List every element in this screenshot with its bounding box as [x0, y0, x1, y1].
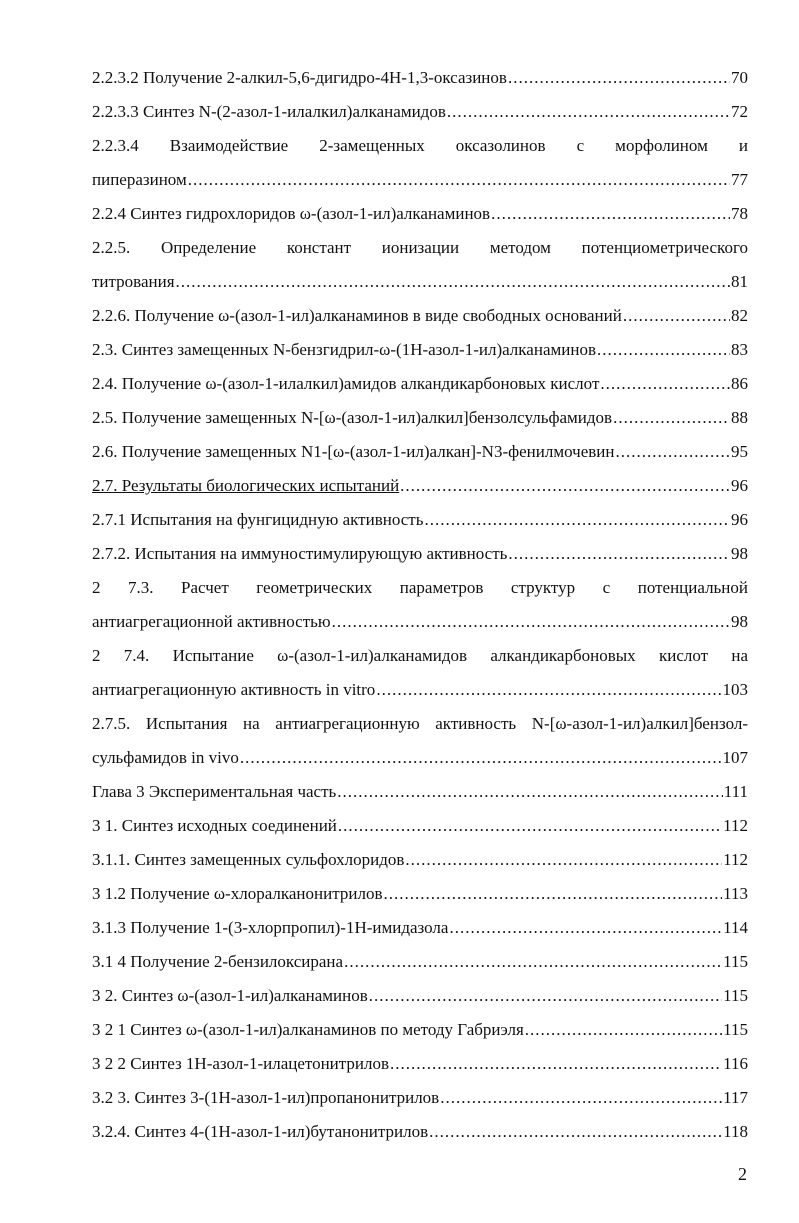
dot-leader	[332, 611, 730, 633]
toc-entry	[92, 917, 748, 939]
toc-entry-line1: 2.7.5. Испытания на антиагрегационную активность N-[ω-азол-1-ил)алкил]бензол-	[92, 714, 748, 733]
toc-entry	[92, 475, 748, 497]
dot-leader	[440, 1087, 722, 1109]
toc-entry-page: 83	[731, 340, 748, 359]
dot-leader	[491, 203, 730, 225]
toc-entry-page: 98	[731, 612, 748, 631]
dot-leader	[613, 407, 730, 429]
toc-entry-title: 2.5. Получение замещенных N-[ω-(азол-1-ил)алкил]бензолсульфамидов	[92, 408, 613, 427]
dot-leader	[337, 781, 722, 803]
dot-leader	[600, 373, 730, 395]
toc-entry	[92, 679, 748, 701]
toc-entry-title: 2.6. Получение замещенных N1-[ω-(азол-1-ил)алкан]-N3-фенилмочевин	[92, 442, 615, 461]
toc-entry-page: 70	[731, 68, 748, 87]
toc-entry-page: 88	[731, 408, 748, 427]
toc-entry-title: 3 1.2 Получение ω-хлоралканонитрилов	[92, 884, 383, 903]
toc-entry-page: 95	[731, 442, 748, 461]
toc-entry-title: сульфамидов in vivo	[92, 748, 239, 767]
toc-entry-page: 115	[723, 986, 748, 1005]
toc-entry-page: 81	[731, 272, 748, 291]
toc-entry-page: 72	[731, 102, 748, 121]
toc-entry	[92, 67, 748, 89]
toc-entry-page: 115	[723, 952, 748, 971]
dot-leader	[449, 917, 722, 939]
dot-leader	[390, 1053, 722, 1075]
toc-entry	[92, 271, 748, 293]
toc-entry	[92, 441, 748, 463]
toc-entry	[92, 339, 748, 361]
toc-entry-title: 2.2.3.3 Синтез N-(2-азол-1-илалкил)алканамидов	[92, 102, 446, 121]
dot-leader	[176, 271, 730, 293]
toc-entry-line1: 2.2.3.4 Взаимодействие 2-замещенных оксазолинов с морфолином и	[92, 136, 748, 155]
toc-entry	[92, 951, 748, 973]
toc-entry	[92, 543, 748, 565]
toc-entry-page: 117	[723, 1088, 748, 1107]
toc-entry-title: 2.7.2. Испытания на иммуностимулирующую активность	[92, 544, 508, 563]
toc-entry-page: 112	[723, 816, 748, 835]
toc-entry-page: 86	[731, 374, 748, 393]
toc-entry-line1: 2 7.3. Расчет геометрических параметров структур с потенциальной	[92, 578, 748, 597]
dot-leader	[447, 101, 730, 123]
toc-entry-page: 77	[731, 170, 748, 189]
dot-leader	[508, 543, 730, 565]
toc-entry-title: 2.7.1 Испытания на фунгицидную активность	[92, 510, 424, 529]
toc-entry-page: 107	[722, 748, 748, 767]
dot-leader	[240, 747, 722, 769]
toc-entry-title: 3 2 2 Синтез 1Н-азол-1-илацетонитрилов	[92, 1054, 390, 1073]
page-number: 2	[738, 1164, 747, 1184]
toc-entry-title: 2.2.4 Синтез гидрохлоридов ω-(азол-1-ил)алканаминов	[92, 204, 491, 223]
dot-leader	[338, 815, 722, 837]
dot-leader	[188, 169, 730, 191]
toc-entry-page: 103	[722, 680, 748, 699]
toc-entry	[92, 781, 748, 803]
toc-entry-page: 78	[731, 204, 748, 223]
dot-leader	[344, 951, 722, 973]
toc-entry	[92, 985, 748, 1007]
dot-leader	[616, 441, 731, 463]
toc-entry-title: 3.1 4 Получение 2-бензилоксирана	[92, 952, 344, 971]
dot-leader	[525, 1019, 722, 1041]
dot-leader	[376, 679, 721, 701]
toc-entry-title: антиагрегационной активностью	[92, 612, 331, 631]
toc-entry	[92, 305, 748, 327]
toc-entry-title: пиперазином	[92, 170, 187, 189]
toc-entry-page: 82	[731, 306, 748, 325]
toc-entry	[92, 883, 748, 905]
toc-entry-line1: 2.2.5. Определение констант ионизации методом потенциометрического	[92, 238, 748, 257]
toc-entry	[92, 747, 748, 769]
toc-entry-page: 118	[723, 1122, 748, 1141]
toc-entry-title: 3 2 1 Синтез ω-(азол-1-ил)алканаминов по методу Габриэля	[92, 1020, 524, 1039]
toc-entry-title: 2.3. Синтез замещенных N-бензгидрил-ω-(1Н-азол-1-ил)алканаминов	[92, 340, 596, 359]
dot-leader	[405, 849, 722, 871]
dot-leader	[424, 509, 730, 531]
toc-entry-title: 3 2. Синтез ω-(азол-1-ил)алканаминов	[92, 986, 368, 1005]
dot-leader	[429, 1121, 722, 1143]
toc-entry-page: 96	[731, 510, 748, 529]
toc-entry	[92, 1121, 748, 1143]
dot-leader	[508, 67, 730, 89]
dot-leader	[400, 475, 730, 497]
dot-leader	[383, 883, 722, 905]
toc-entry-page: 98	[731, 544, 748, 563]
toc-entry-page: 112	[723, 850, 748, 869]
dot-leader	[369, 985, 722, 1007]
toc-entry-title: Глава 3 Экспериментальная часть	[92, 782, 337, 801]
toc-entry	[92, 101, 748, 123]
toc-entry	[92, 849, 748, 871]
toc-entry-title: антиагрегационную активность in vitro	[92, 680, 376, 699]
toc-entry-title: 3.1.1. Синтез замещенных сульфохлоридов	[92, 850, 405, 869]
toc-entry	[92, 1019, 748, 1041]
toc-entry-page: 115	[723, 1020, 748, 1039]
toc-entry-page: 113	[723, 884, 748, 903]
toc-entry-title: 3 1. Синтез исходных соединений	[92, 816, 337, 835]
toc-entry	[92, 203, 748, 225]
toc-entry	[92, 1087, 748, 1109]
toc-entry-page: 96	[731, 476, 748, 495]
dot-leader	[623, 305, 730, 327]
dot-leader	[597, 339, 730, 361]
toc-entry-page: 114	[723, 918, 748, 937]
toc-entry-page: 111	[723, 782, 748, 801]
toc-entry-title: титрования	[92, 272, 175, 291]
toc-entry-title: 3.1.3 Получение 1-(3-хлорпропил)-1Н-имидазола	[92, 918, 449, 937]
toc-entry	[92, 1053, 748, 1075]
toc-entry-title: 2.4. Получение ω-(азол-1-илалкил)амидов алкандикарбоновых кислот	[92, 374, 600, 393]
toc-entry-title: 2.7. Результаты биологических испытаний	[92, 476, 400, 495]
toc-entry-page: 116	[723, 1054, 748, 1073]
toc-entry	[92, 169, 748, 191]
toc-entry	[92, 407, 748, 429]
toc-entry-title: 3.2.4. Синтез 4-(1Н-азол-1-ил)бутанонитрилов	[92, 1122, 429, 1141]
toc-entry	[92, 815, 748, 837]
toc-entry-line1: 2 7.4. Испытание ω-(азол-1-ил)алканамидов алкандикарбоновых кислот на	[92, 646, 748, 665]
toc-entry-title: 2.2.3.2 Получение 2-алкил-5,6-дигидро-4Н-1,3-оксазинов	[92, 68, 507, 87]
toc-entry	[92, 611, 748, 633]
toc-entry-title: 3.2 3. Синтез 3-(1Н-азол-1-ил)пропанонитрилов	[92, 1088, 440, 1107]
toc-entry-title: 2.2.6. Получение ω-(азол-1-ил)алканаминов в виде свободных оснований	[92, 306, 622, 325]
toc-entry	[92, 373, 748, 395]
toc-entry	[92, 509, 748, 531]
